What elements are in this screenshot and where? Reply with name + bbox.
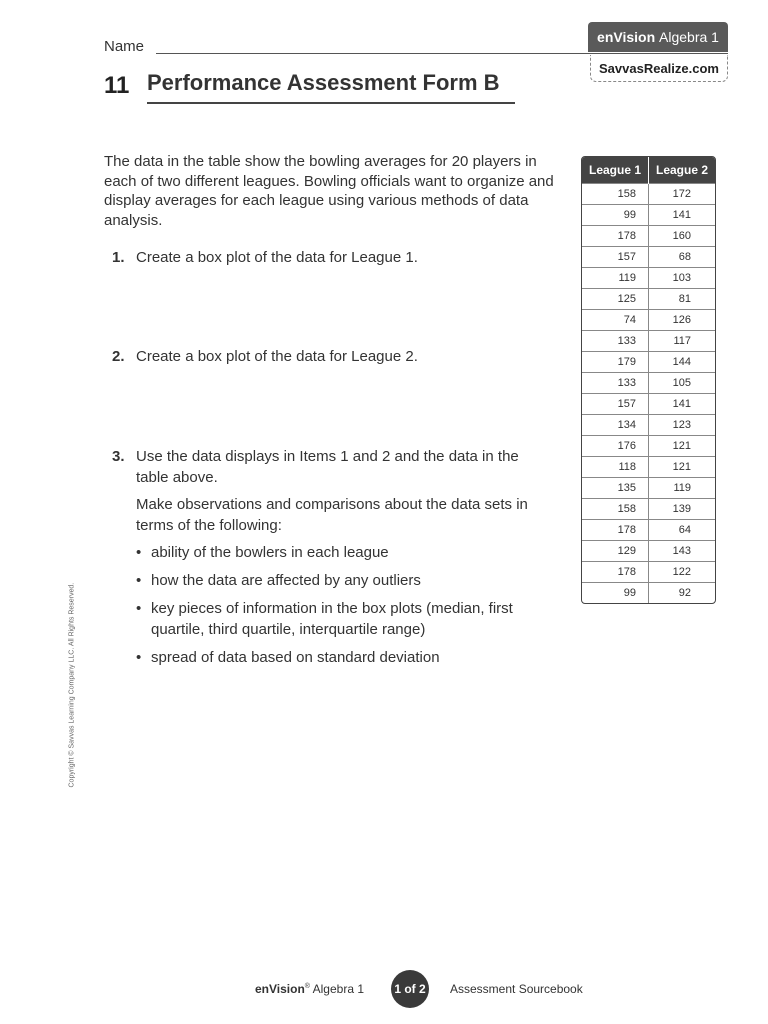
league-1-cell: 176 bbox=[582, 436, 649, 457]
table-row bbox=[582, 436, 715, 457]
footer-brand-registered: ® bbox=[304, 983, 310, 990]
league-1-cell: 158 bbox=[582, 184, 649, 205]
table-row bbox=[582, 268, 715, 289]
league-2-cell: 121 bbox=[649, 436, 716, 457]
page-title: Performance Assessment Form B bbox=[147, 70, 500, 95]
brand-envision: enVision bbox=[597, 29, 656, 45]
league-2-cell: 143 bbox=[649, 541, 716, 562]
league-2-cell: 105 bbox=[649, 373, 716, 394]
name-line bbox=[156, 53, 728, 54]
question-number: 1. bbox=[112, 249, 125, 266]
table-row bbox=[582, 478, 715, 499]
league-2-cell: 92 bbox=[649, 583, 716, 604]
league-2-cell: 123 bbox=[649, 415, 716, 436]
league-1-cell: 118 bbox=[582, 457, 649, 478]
league-1-cell: 158 bbox=[582, 499, 649, 520]
league-2-cell: 160 bbox=[649, 226, 716, 247]
question-subtext: Make observations and comparisons about the data sets in terms of the following: bbox=[136, 496, 528, 534]
league-1-cell: 157 bbox=[582, 394, 649, 415]
copyright-notice: Copyright © Savvas Learning Company LLC. All Rights Reserved. bbox=[68, 582, 76, 788]
question-text: Create a box plot of the data for League 1. bbox=[136, 249, 418, 266]
league-2-cell: 64 bbox=[649, 520, 716, 541]
intro-paragraph: The data in the table show the bowling averages for 20 players in each of two different leagues. Bowling officials want to organize and display averages for each league using various methods of data analysis. bbox=[104, 153, 554, 229]
league-2-cell: 126 bbox=[649, 310, 716, 331]
table-row bbox=[582, 394, 715, 415]
league-2-cell: 139 bbox=[649, 499, 716, 520]
table-row bbox=[582, 289, 715, 310]
league-2-cell: 119 bbox=[649, 478, 716, 499]
question-text: Use the data displays in Items 1 and 2 and the data in the table above. bbox=[136, 448, 519, 486]
lesson-number: 11 bbox=[104, 72, 130, 99]
table-row bbox=[582, 310, 715, 331]
league-2-cell: 122 bbox=[649, 562, 716, 583]
brand-algebra: Algebra 1 bbox=[659, 29, 719, 45]
question-bullet-list bbox=[136, 542, 542, 668]
league-1-cell: 134 bbox=[582, 415, 649, 436]
league-1-cell: 178 bbox=[582, 520, 649, 541]
envision-brand-box bbox=[588, 22, 728, 52]
table-row bbox=[582, 247, 715, 268]
bowling-data-table bbox=[581, 156, 716, 604]
footer-brand bbox=[255, 982, 364, 996]
league-1-cell: 178 bbox=[582, 562, 649, 583]
league-2-cell: 117 bbox=[649, 331, 716, 352]
question-2 bbox=[112, 346, 542, 367]
league-2-cell: 172 bbox=[649, 184, 716, 205]
league-2-cell: 144 bbox=[649, 352, 716, 373]
table-body bbox=[582, 184, 715, 604]
league-1-cell: 129 bbox=[582, 541, 649, 562]
league-1-cell: 133 bbox=[582, 331, 649, 352]
league-1-cell: 179 bbox=[582, 352, 649, 373]
table-row bbox=[582, 205, 715, 226]
column-header-league-1: League 1 bbox=[582, 157, 649, 184]
league-1-cell: 178 bbox=[582, 226, 649, 247]
league-1-cell: 133 bbox=[582, 373, 649, 394]
footer-book-title: Assessment Sourcebook bbox=[450, 982, 583, 996]
savvas-realize-link[interactable]: SavvasRealize.com bbox=[590, 55, 728, 82]
league-2-cell: 141 bbox=[649, 205, 716, 226]
league-1-cell: 119 bbox=[582, 268, 649, 289]
bullet-item: • key pieces of information in the box plots (median, first quartile, third quartile, interquartile range) bbox=[136, 598, 542, 640]
league-1-cell: 125 bbox=[582, 289, 649, 310]
table-row bbox=[582, 541, 715, 562]
footer-brand-algebra: Algebra 1 bbox=[309, 982, 365, 996]
table-row bbox=[582, 520, 715, 541]
bullet-item: • ability of the bowlers in each league bbox=[136, 542, 542, 563]
league-1-cell: 157 bbox=[582, 247, 649, 268]
question-1 bbox=[112, 247, 542, 268]
bullet-item: • how the data are affected by any outliers bbox=[136, 570, 542, 591]
question-3 bbox=[112, 446, 542, 675]
league-2-cell: 121 bbox=[649, 457, 716, 478]
table-row bbox=[582, 373, 715, 394]
question-text: Create a box plot of the data for League 2. bbox=[136, 348, 418, 365]
page-number-badge: 1 of 2 bbox=[391, 970, 429, 1008]
question-number: 3. bbox=[112, 448, 125, 465]
league-2-cell: 141 bbox=[649, 394, 716, 415]
table-row bbox=[582, 562, 715, 583]
bullet-item: • spread of data based on standard deviation bbox=[136, 647, 542, 668]
table-row bbox=[582, 184, 715, 205]
league-2-cell: 68 bbox=[649, 247, 716, 268]
table-row bbox=[582, 583, 715, 604]
table-row bbox=[582, 415, 715, 436]
league-1-cell: 74 bbox=[582, 310, 649, 331]
name-label: Name bbox=[104, 38, 145, 55]
table-row bbox=[582, 457, 715, 478]
league-1-cell: 135 bbox=[582, 478, 649, 499]
table-row bbox=[582, 499, 715, 520]
league-2-cell: 103 bbox=[649, 268, 716, 289]
column-header-league-2: League 2 bbox=[649, 157, 716, 184]
league-1-cell: 99 bbox=[582, 205, 649, 226]
league-1-cell: 99 bbox=[582, 583, 649, 604]
title-underline bbox=[147, 102, 515, 104]
table-row bbox=[582, 352, 715, 373]
footer-brand-envision: enVision bbox=[255, 982, 305, 996]
question-number: 2. bbox=[112, 348, 125, 365]
league-2-cell: 81 bbox=[649, 289, 716, 310]
table-row bbox=[582, 331, 715, 352]
table-row bbox=[582, 226, 715, 247]
